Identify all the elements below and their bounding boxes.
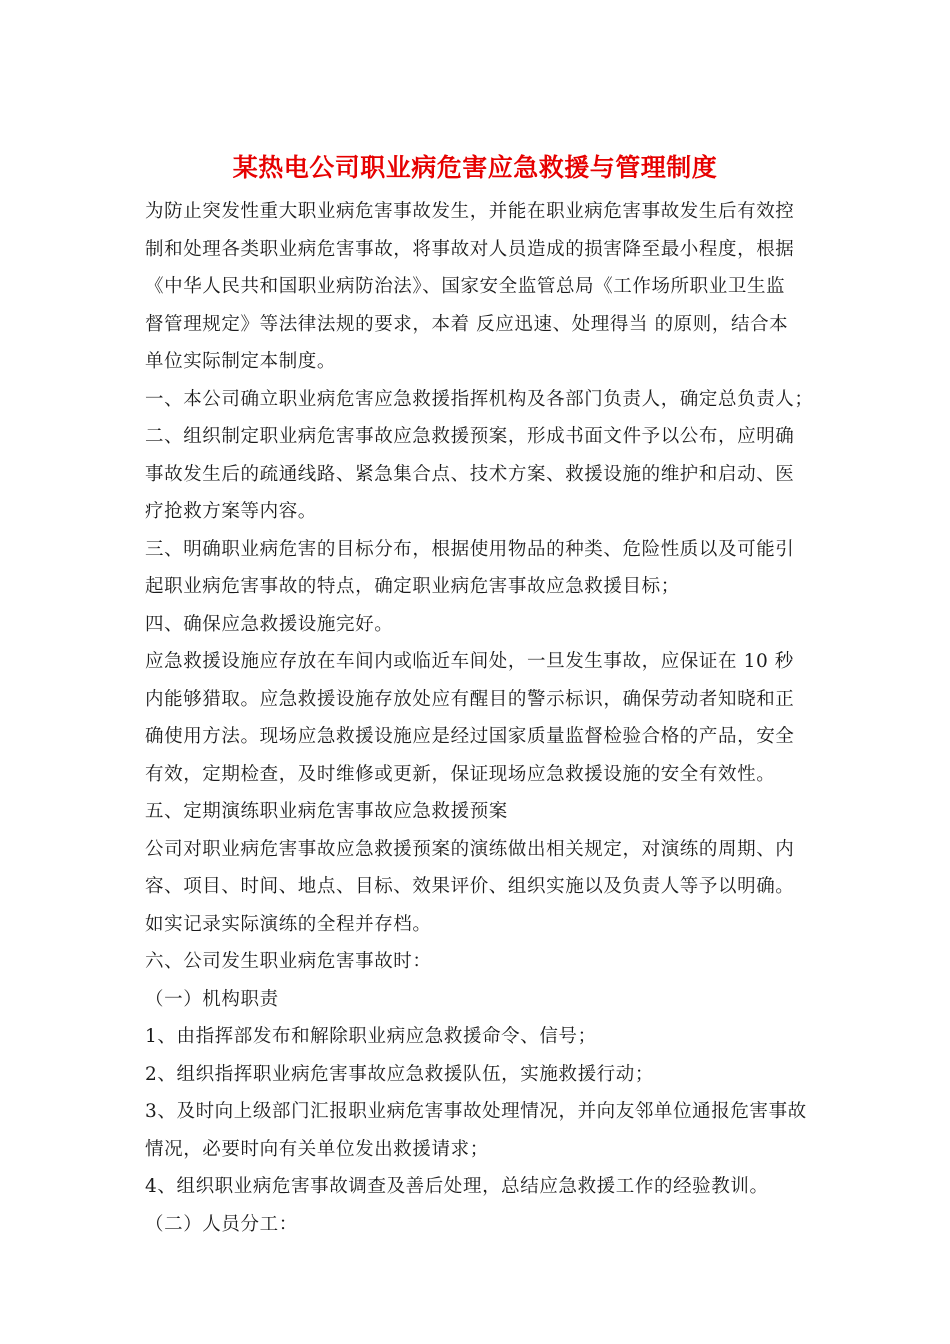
- body-line: 二、组织制定职业病危害事故应急救援预案，形成书面文件予以公布，应明确: [145, 426, 795, 447]
- body-line: （一）机构职责: [145, 988, 279, 1010]
- body-line: 1、由指挥部发布和解除职业病应急救援命令、信号；: [145, 1026, 597, 1047]
- document-title: 某热电公司职业病危害应急救援与管理制度: [232, 153, 718, 182]
- body-line: 制和处理各类职业病危害事故，将事故对人员造成的损害降至最小程度，根据: [145, 238, 795, 260]
- body-line: 内能够猎取。应急救援设施存放处应有醒目的警示标识，确保劳动者知晓和正: [145, 688, 795, 710]
- body-line: 《中华人民共和国职业病防治法》、国家安全监管总局《工作场所职业卫生监: [145, 276, 786, 297]
- body-line: 有效，定期检查，及时维修或更新，保证现场应急救援设施的安全有效性。: [145, 763, 776, 785]
- body-line: 督管理规定》等法律法规的要求，本着 反应迅速、处理得当 的原则，结合本: [145, 313, 789, 335]
- body-line: 四、确保应急救援设施完好。: [145, 613, 394, 635]
- body-line: 单位实际制定本制度。: [145, 351, 337, 372]
- body-line: 五、定期演练职业病危害事故应急救援预案: [145, 801, 508, 822]
- body-line: 2、组织指挥职业病危害事故应急救援队伍，实施救援行动；: [145, 1063, 654, 1085]
- body-line: 为防止突发性重大职业病危害事故发生，并能在职业病危害事故发生后有效控: [145, 201, 795, 222]
- body-line: 公司对职业病危害事故应急救援预案的演练做出相关规定，对演练的周期、内: [145, 838, 795, 860]
- body-line: 应急救援设施应存放在车间内或临近车间处，一旦发生事故，应保证在 10 秒: [145, 651, 794, 672]
- body-line: 3、及时向上级部门汇报职业病危害事故处理情况，并向友邻单位通报危害事故: [145, 1101, 807, 1122]
- body-line: 容、项目、时间、地点、目标、效果评价、组织实施以及负责人等予以明确。: [145, 876, 795, 897]
- document-body: [145, 193, 814, 1243]
- body-line: 三、明确职业病危害的目标分布，根据使用物品的种类、危险性质以及可能引: [145, 538, 795, 560]
- body-line: 如实记录实际演练的全程并存档。: [145, 913, 432, 935]
- body-line: 4、组织职业病危害事故调查及善后处理，总结应急救援工作的经验教训。: [145, 1176, 769, 1197]
- body-line: 六、公司发生职业病危害事故时：: [145, 951, 432, 972]
- body-line: 情况，必要时向有关单位发出救援请求；: [145, 1138, 489, 1160]
- body-line: 确使用方法。现场应急救援设施应是经过国家质量监督检验合格的产品，安全: [145, 726, 795, 747]
- body-line: 一、本公司确立职业病危害应急救援指挥机构及各部门负责人，确定总负责人；: [145, 388, 814, 410]
- body-line: （二）人员分工：: [145, 1213, 298, 1235]
- body-line: 起职业病危害事故的特点，确定职业病危害事故应急救援目标；: [145, 576, 680, 597]
- body-line: 疗抢救方案等内容。: [145, 501, 317, 522]
- body-line: 事故发生后的疏通线路、紧急集合点、技术方案、救援设施的维护和启动、医: [145, 463, 795, 485]
